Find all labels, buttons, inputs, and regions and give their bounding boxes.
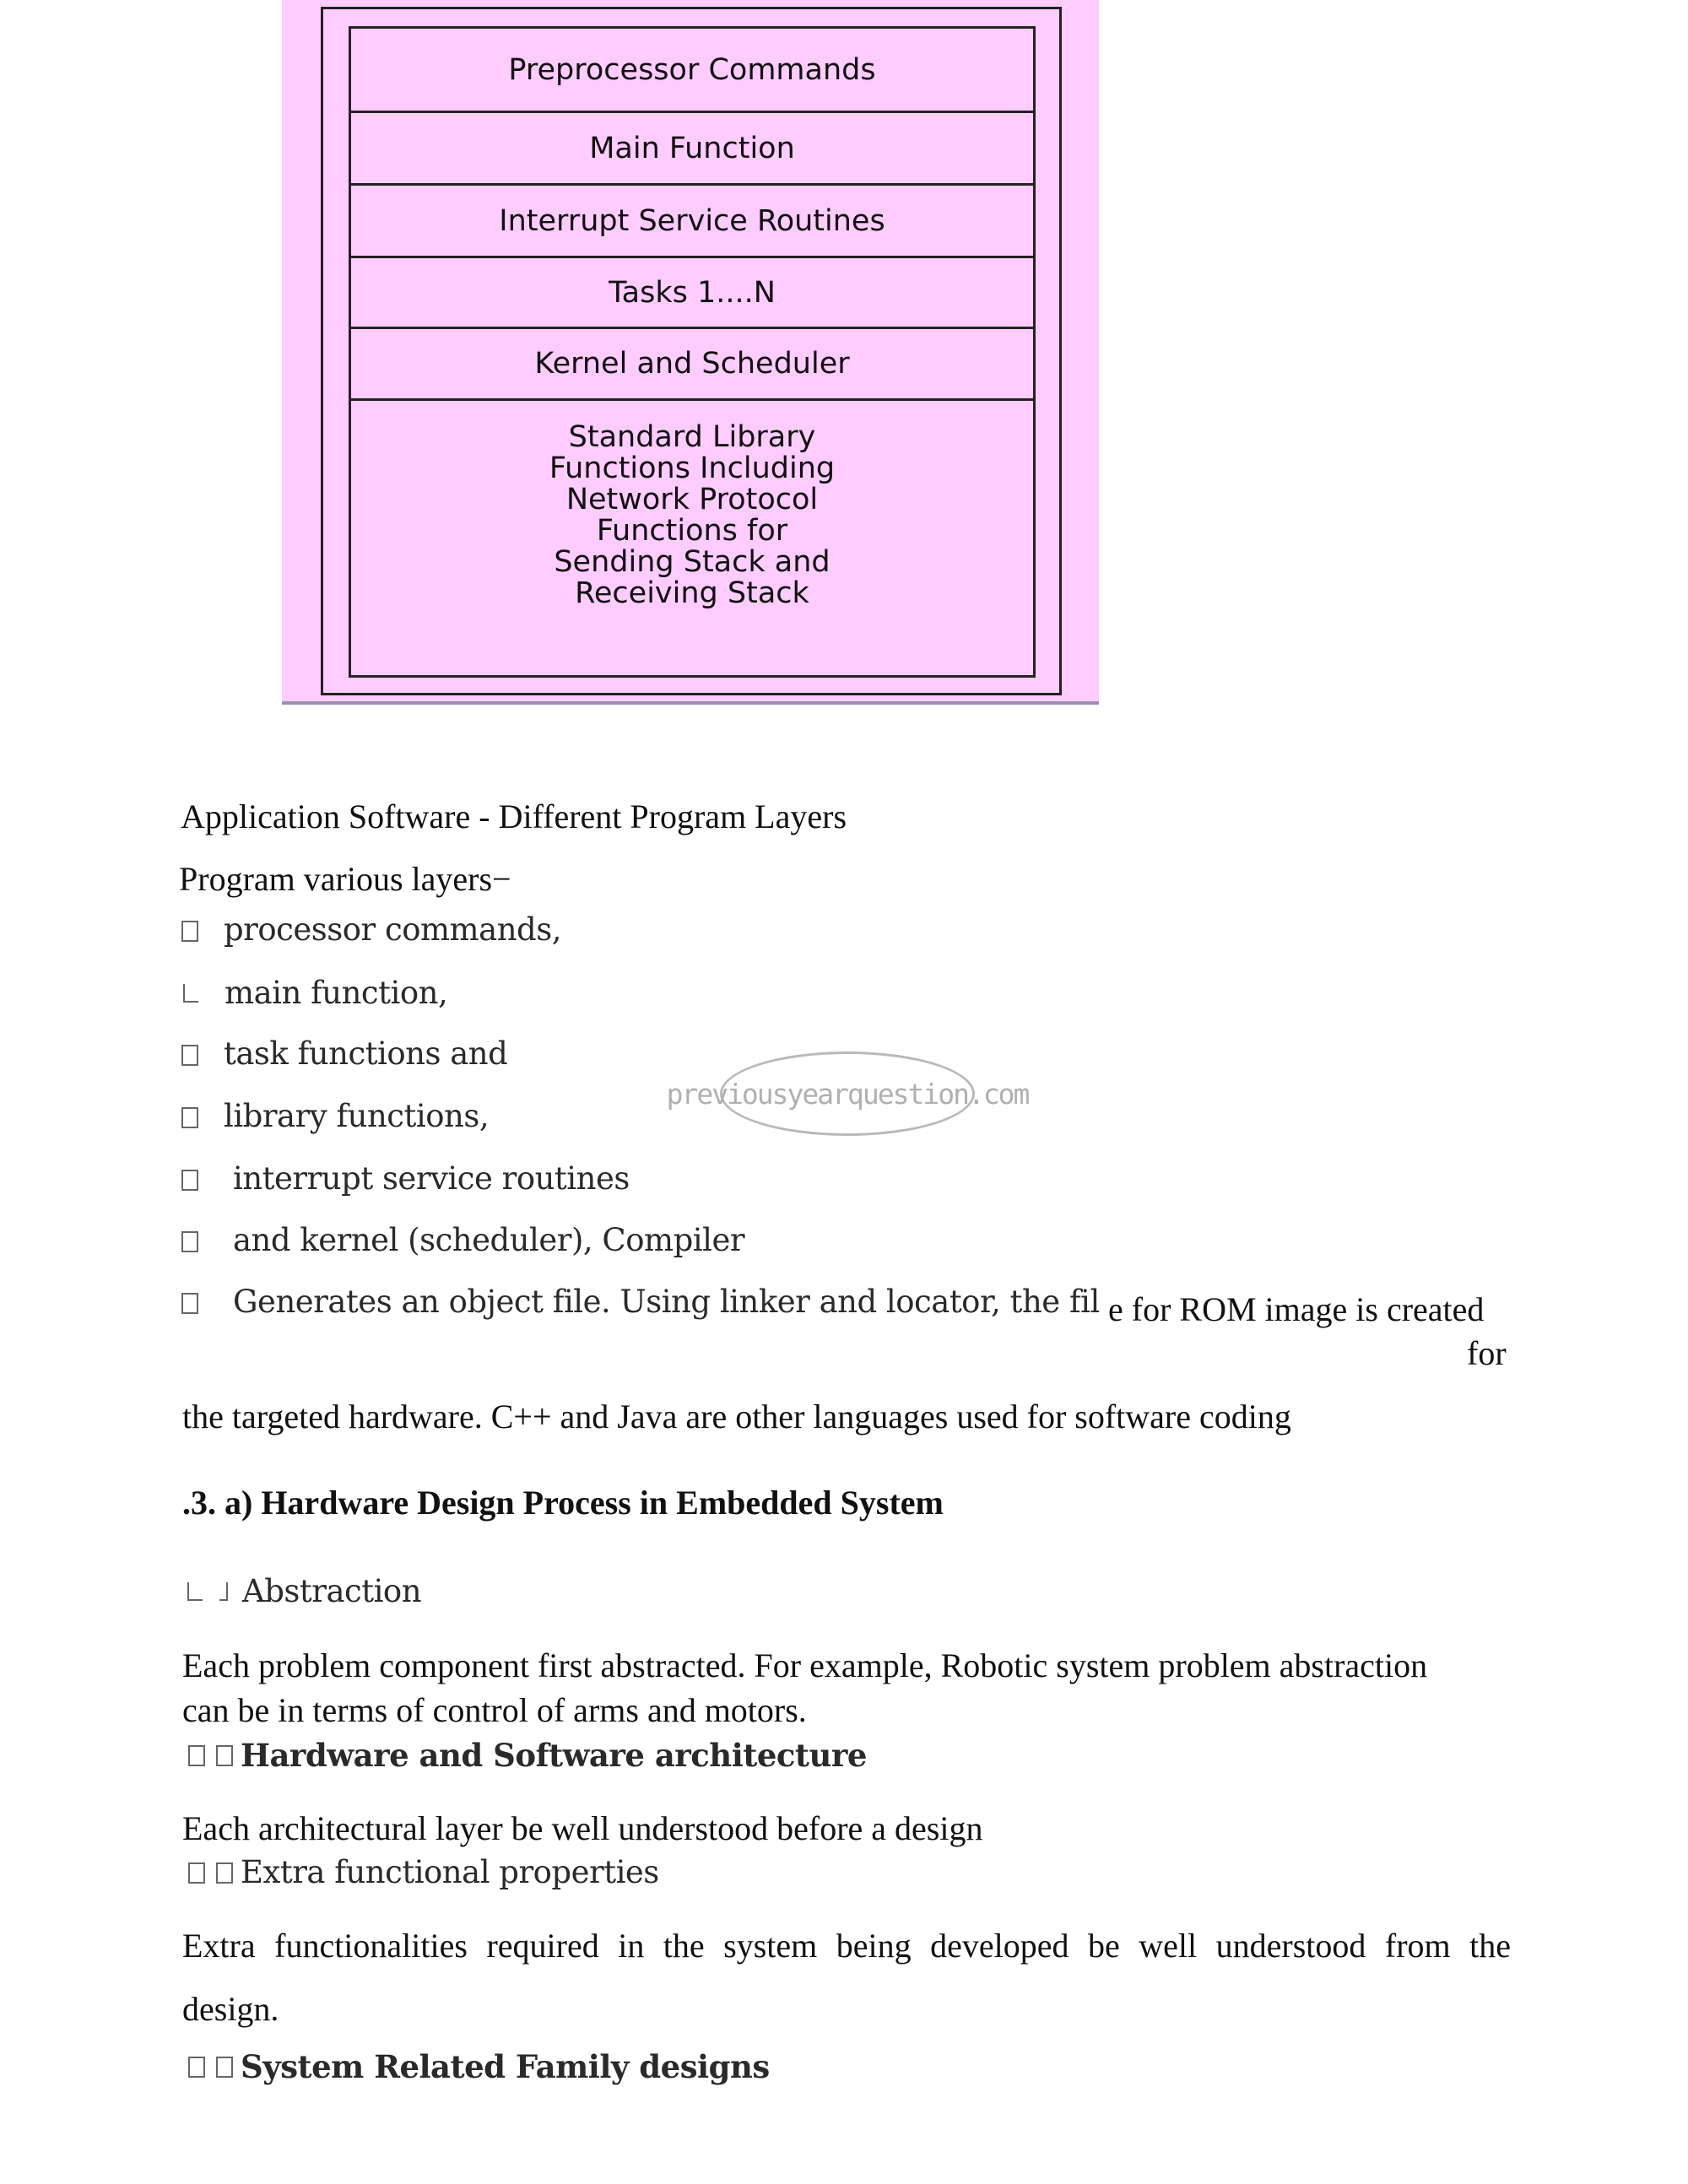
item-text: Extra functionalities required in the system being developed be well understood from the (182, 1927, 1511, 1965)
section-heading: .3. a) Hardware Design Process in Embedded System (182, 1484, 944, 1522)
bullet-item: task functions and (224, 1035, 508, 1072)
layer-tasks: Tasks 1....N (351, 258, 1033, 329)
bullet-item: main function, (225, 975, 448, 1011)
item-box-icon (188, 2057, 205, 2078)
item-box-icon (216, 1745, 233, 1766)
bullet-box-icon (181, 1293, 198, 1314)
item-heading-hw-sw-architecture: Hardware and Software architecture (241, 1737, 867, 1774)
item-box-icon (216, 2057, 233, 2078)
bullet-box-icon (181, 1045, 198, 1066)
item-heading-extra-functional: Extra functional properties (241, 1854, 659, 1890)
bullet-box-icon (181, 1170, 198, 1191)
item-text: Each problem component first abstracted. For example, Robotic system problem abstraction (182, 1646, 1428, 1684)
layers-intro: Program various layers− (179, 860, 511, 898)
watermark-logo: previousyearquestion.com (720, 1051, 975, 1136)
bullet-item: interrupt service routines (233, 1160, 630, 1197)
item-heading-system-family: System Related Family designs (241, 2048, 770, 2085)
layer-preprocessor-commands: Preprocessor Commands (351, 29, 1033, 113)
figure-caption: Application Software - Different Program Layers (181, 797, 847, 835)
bullet-item: and kernel (scheduler), Compiler (233, 1222, 745, 1258)
bullet-continuation: e for ROM image is created (1108, 1290, 1485, 1328)
item-corner-icon (187, 1582, 203, 1601)
item-box-icon (188, 1745, 205, 1766)
layer-standard-library: Standard Library Functions Including Network Protocol Functions for Sending Stack and Receiving Stack (549, 419, 836, 610)
item-heading-abstraction: Abstraction (242, 1573, 422, 1609)
item-text: design. (182, 1990, 279, 2028)
bullet-corner-icon (183, 984, 198, 1003)
item-corner-icon (219, 1582, 228, 1601)
bullet-item: processor commands, (224, 911, 561, 948)
bullet-box-icon (181, 1107, 198, 1128)
item-text: Each architectural layer be well understood before a design (182, 1809, 983, 1847)
item-box-icon (216, 1862, 233, 1884)
layer-interrupt-service-routines: Interrupt Service Routines (351, 186, 1033, 258)
bullet-item: Generates an object file. Using linker and locator, the fil (233, 1284, 1100, 1320)
continuation-line: the targeted hardware. C++ and Java are other languages used for software coding (182, 1397, 1291, 1435)
bullet-box-icon (181, 1231, 198, 1252)
diagram-outer-frame (321, 7, 1062, 695)
bullet-continuation-for: for (1467, 1334, 1507, 1372)
item-text: can be in terms of control of arms and motors. (182, 1691, 807, 1729)
layer-kernel-scheduler: Kernel and Scheduler (351, 329, 1033, 401)
bullet-item: library functions, (224, 1098, 490, 1134)
bullet-box-icon (181, 921, 198, 942)
layer-main-function: Main Function (351, 113, 1033, 186)
item-box-icon (188, 1862, 205, 1884)
program-layers-diagram (282, 0, 1099, 705)
diagram-inner-frame (349, 26, 1036, 678)
